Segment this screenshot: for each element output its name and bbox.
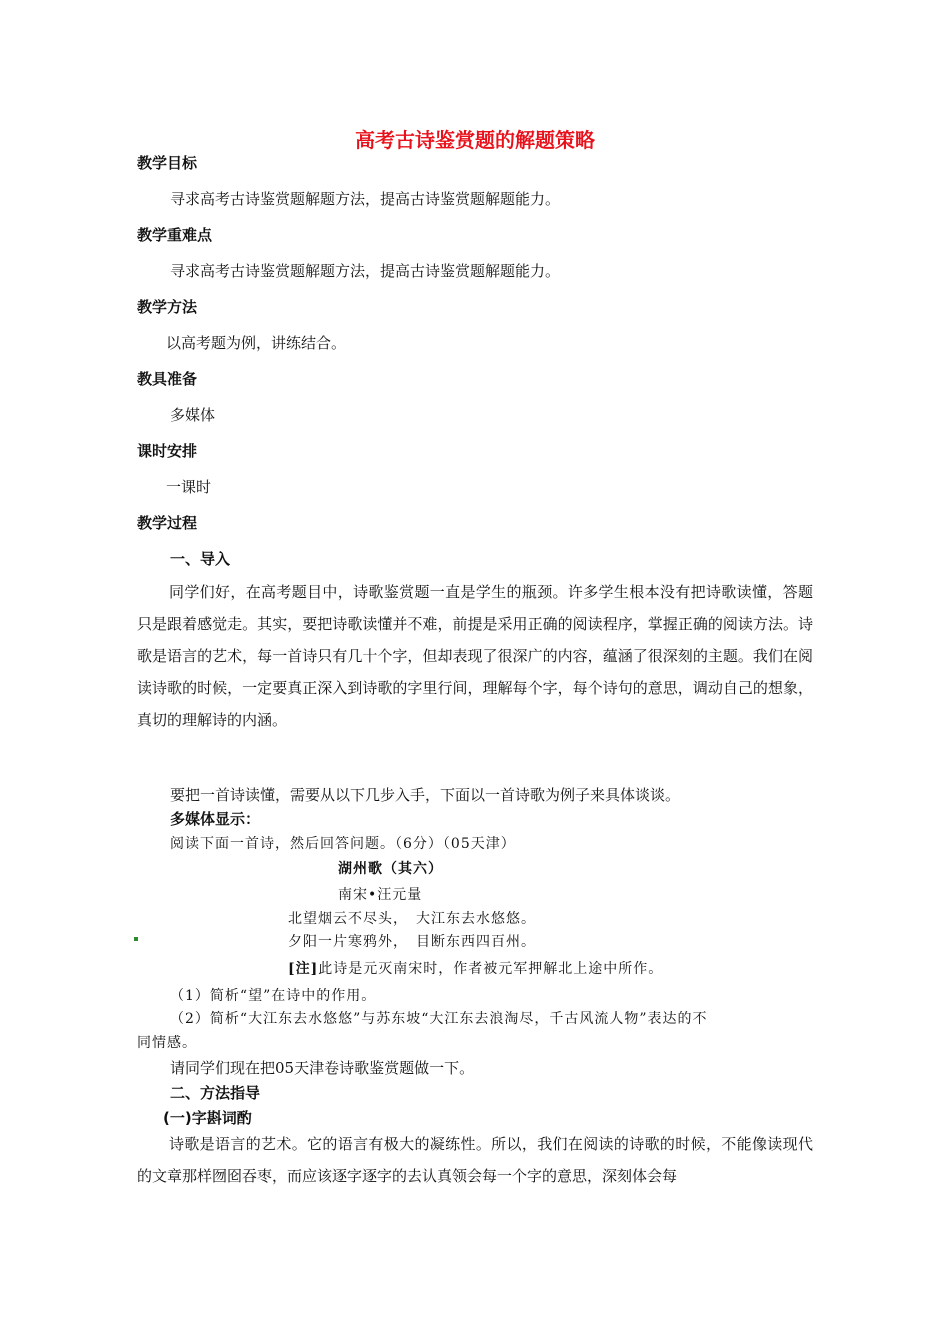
poem-title: 湖州歌（其六） [338,861,443,877]
note-text: 此诗是元灭南宋时，作者被元军押解北上途中所作。 [318,961,664,977]
heading-key-points: 教学重难点 [137,226,213,244]
poem-line-2: 夕阳一片寒鸦外， 目断东西四百州。 [288,934,536,950]
introduction-paragraph-2: 要把一首诗读懂，需要从以下几步入手，下面以一首诗歌为例子来具体谈谈。 [170,786,681,804]
poem-author: 南宋•汪元量 [338,887,423,903]
question-2-line-2: 同情感。 [137,1035,197,1051]
question-2-line-1: （2）简析“大江东去水悠悠”与苏东坡“大江东去浪淘尽，千古风流人物”表达的不 [170,1011,708,1027]
teaching-tools-text: 多媒体 [170,406,216,424]
heading-teaching-tools: 教具准备 [137,370,198,388]
key-points-text: 寻求高考古诗鉴赏题解题方法，提高古诗鉴赏题解题能力。 [170,262,561,280]
question-1: （1）简析“望”在诗中的作用。 [170,988,377,1004]
margin-dot-mark [134,937,138,941]
introduction-paragraph: 同学们好，在高考题目中，诗歌鉴赏题一直是学生的瓶颈。许多学生根本没有把诗歌读懂，答题只是跟着感觉走。其实，要把诗歌读懂并不难，前提是采用正确的阅读程序，掌握正确的阅读方法。诗歌是语言的艺术，每一首诗只有几十个字，但却表现了很深广的内容，蕴涵了很深刻的主题。我们在阅读诗歌的时候，一定要真正深入到诗歌的字里行间，理解每个字，每个诗句的意思，调动自己的想象，真切的理解诗的内涵。 [137,583,813,729]
heading-introduction: 一、导入 [170,550,231,568]
heading-teaching-method: 教学方法 [137,298,198,316]
heading-schedule: 课时安排 [137,442,198,460]
heading-teaching-goal: 教学目标 [137,154,198,172]
teaching-method-text: 以高考题为例，讲练结合。 [166,334,347,352]
heading-word-analysis: (一)字斟词酌 [163,1109,252,1127]
heading-method-guidance: 二、方法指导 [170,1084,261,1102]
heading-teaching-process: 教学过程 [137,514,198,532]
poem-note [288,958,663,978]
task-instruction: 请同学们现在把05天津卷诗歌鉴赏题做一下。 [170,1059,475,1077]
poem-line-1: 北望烟云不尽头， 大江东去水悠悠。 [288,911,536,927]
multimedia-label: 多媒体显示： [170,810,261,828]
note-label: [注] [288,961,319,977]
question-instruction: 阅读下面一首诗，然后回答问题。（6分）（05天津） [170,836,516,852]
schedule-text: 一课时 [166,478,212,496]
teaching-goal-text: 寻求高考古诗鉴赏题解题方法，提高古诗鉴赏题解题能力。 [170,190,561,208]
page-title: 高考古诗鉴赏题的解题策略 [355,128,595,152]
word-analysis-paragraph: 诗歌是语言的艺术。它的语言有极大的凝练性。所以，我们在阅读的诗歌的时候，不能像读现代的文章那样囫囵吞枣，而应该逐字逐字的去认真领会每一个字的意思，深刻体会每 [137,1135,813,1185]
